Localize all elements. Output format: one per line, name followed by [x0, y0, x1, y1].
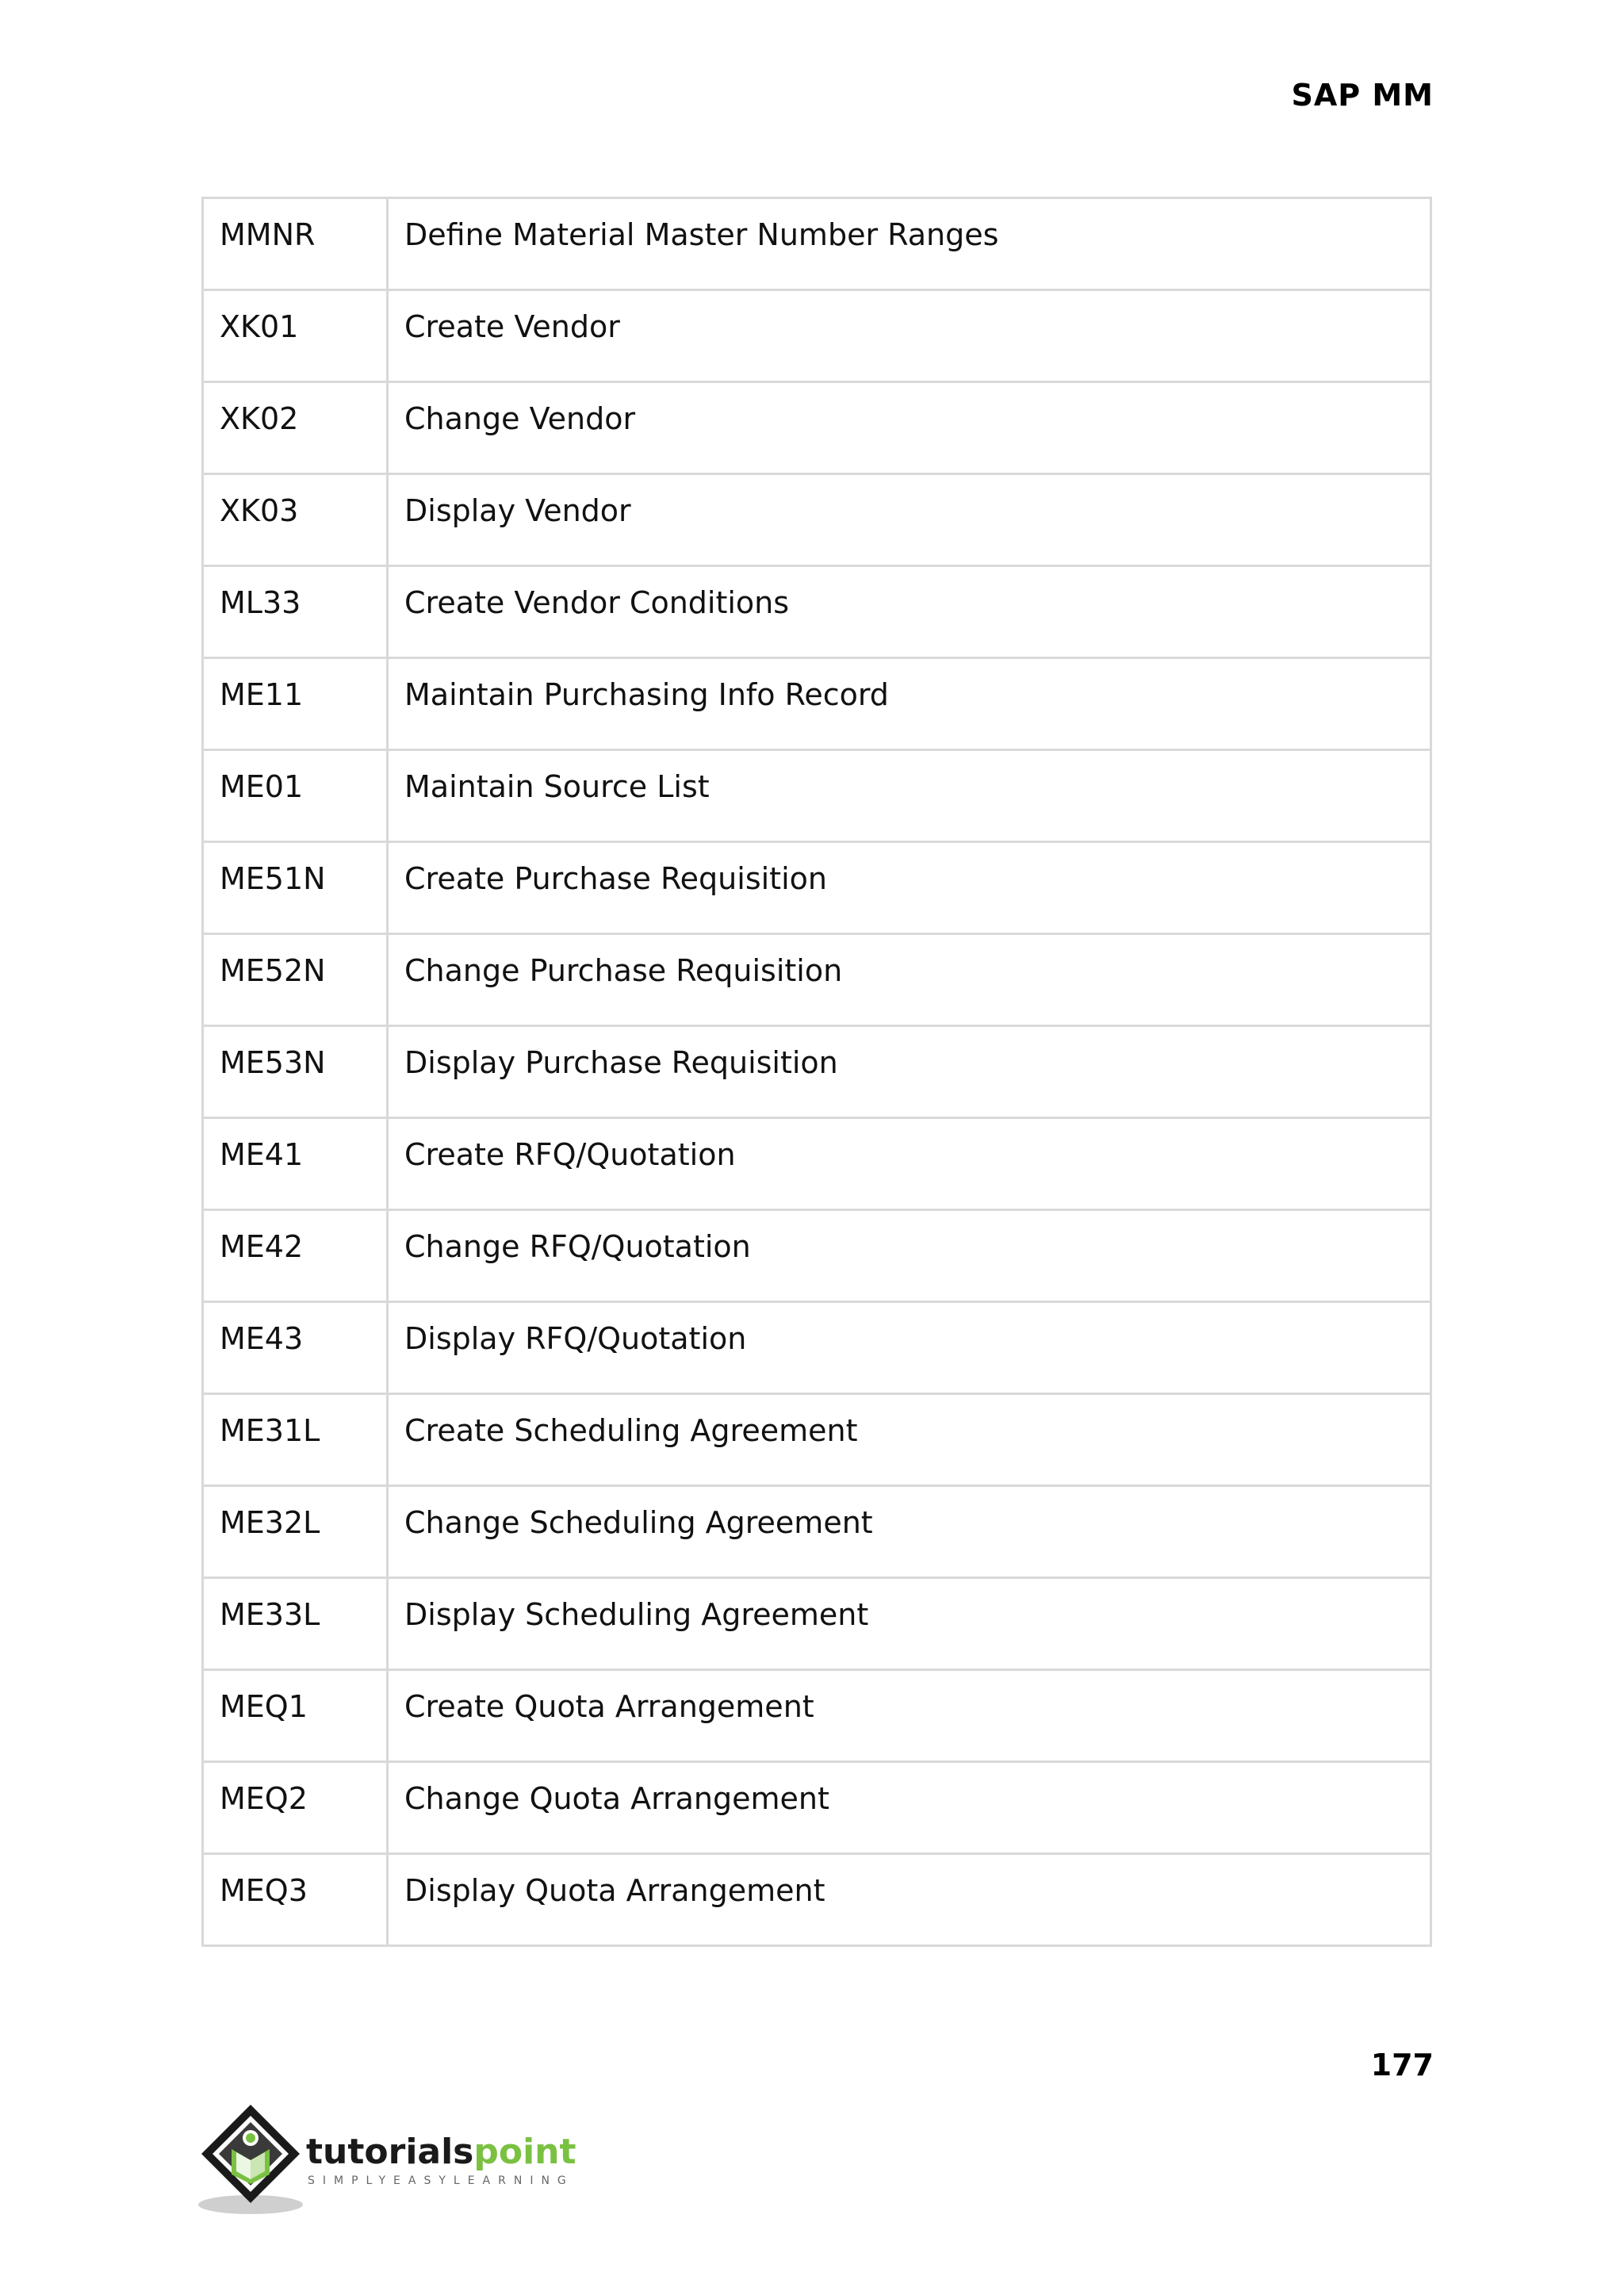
- table-row: [203, 1486, 1431, 1578]
- transaction-description-cell: Create Purchase Requisition: [388, 842, 1431, 934]
- transaction-code-cell: MEQ2: [203, 1762, 388, 1854]
- table-row: [203, 842, 1431, 934]
- transaction-description-cell: Change Scheduling Agreement: [388, 1486, 1431, 1578]
- transaction-code-cell: ME42: [203, 1210, 388, 1302]
- transaction-description-cell: Display Scheduling Agreement: [388, 1578, 1431, 1670]
- transaction-code-cell: MEQ1: [203, 1670, 388, 1762]
- transaction-code-cell: ML33: [203, 566, 388, 658]
- transaction-description-cell: Create Vendor: [388, 290, 1431, 382]
- table-row: [203, 1762, 1431, 1854]
- table-row: [203, 382, 1431, 474]
- table-row: [203, 658, 1431, 750]
- transaction-code-cell: ME41: [203, 1118, 388, 1210]
- transaction-description-cell: Change Vendor: [388, 382, 1431, 474]
- transaction-code-cell: XK03: [203, 474, 388, 566]
- logo-brand-part1: tutorials: [306, 2132, 474, 2172]
- transaction-code-cell: ME53N: [203, 1026, 388, 1118]
- transaction-code-cell: MEQ3: [203, 1854, 388, 1946]
- transaction-description-cell: Change Purchase Requisition: [388, 934, 1431, 1026]
- table-row: [203, 290, 1431, 382]
- transaction-description-cell: Maintain Source List: [388, 750, 1431, 842]
- transaction-description-cell: Change Quota Arrangement: [388, 1762, 1431, 1854]
- transaction-code-cell: ME32L: [203, 1486, 388, 1578]
- table-row: [203, 1854, 1431, 1946]
- transaction-code-cell: MMNR: [203, 198, 388, 290]
- table-row: [203, 934, 1431, 1026]
- transaction-code-cell: ME52N: [203, 934, 388, 1026]
- transaction-code-cell: ME31L: [203, 1394, 388, 1486]
- transaction-description-cell: Define Material Master Number Ranges: [388, 198, 1431, 290]
- table-row: [203, 198, 1431, 290]
- transaction-code-cell: ME51N: [203, 842, 388, 934]
- logo-tagline: SIMPLYEASYLEARNING: [308, 2174, 574, 2187]
- transaction-description-cell: Create Vendor Conditions: [388, 566, 1431, 658]
- transaction-code-cell: ME43: [203, 1302, 388, 1394]
- table-row: [203, 1026, 1431, 1118]
- table-row: [203, 1670, 1431, 1762]
- transaction-code-cell: ME33L: [203, 1578, 388, 1670]
- transaction-code-cell: ME01: [203, 750, 388, 842]
- table-body: [203, 198, 1431, 1946]
- transaction-description-cell: Maintain Purchasing Info Record: [388, 658, 1431, 750]
- page-number: 177: [1370, 2048, 1434, 2082]
- transaction-description-cell: Display RFQ/Quotation: [388, 1302, 1431, 1394]
- table-row: [203, 474, 1431, 566]
- logo-brand-part2: point: [473, 2132, 576, 2172]
- transaction-codes-table: [201, 197, 1432, 1947]
- table-row: [203, 1210, 1431, 1302]
- table-row: [203, 566, 1431, 658]
- transaction-description-cell: Create RFQ/Quotation: [388, 1118, 1431, 1210]
- tutorialspoint-logo: [197, 2102, 577, 2220]
- transaction-description-cell: Create Quota Arrangement: [388, 1670, 1431, 1762]
- transaction-description-cell: Create Scheduling Agreement: [388, 1394, 1431, 1486]
- transaction-description-cell: Display Quota Arrangement: [388, 1854, 1431, 1946]
- logo-wordmark: [306, 2132, 576, 2172]
- table-row: [203, 750, 1431, 842]
- transaction-description-cell: Display Vendor: [388, 474, 1431, 566]
- table-row: [203, 1578, 1431, 1670]
- transaction-description-cell: Display Purchase Requisition: [388, 1026, 1431, 1118]
- table-row: [203, 1118, 1431, 1210]
- transaction-description-cell: Change RFQ/Quotation: [388, 1210, 1431, 1302]
- tutorialspoint-logo-icon: [198, 2105, 303, 2214]
- page-header-title: SAP MM: [1291, 78, 1434, 113]
- table-row: [203, 1302, 1431, 1394]
- transaction-code-cell: XK02: [203, 382, 388, 474]
- table-row: [203, 1394, 1431, 1486]
- transaction-code-cell: XK01: [203, 290, 388, 382]
- transaction-code-cell: ME11: [203, 658, 388, 750]
